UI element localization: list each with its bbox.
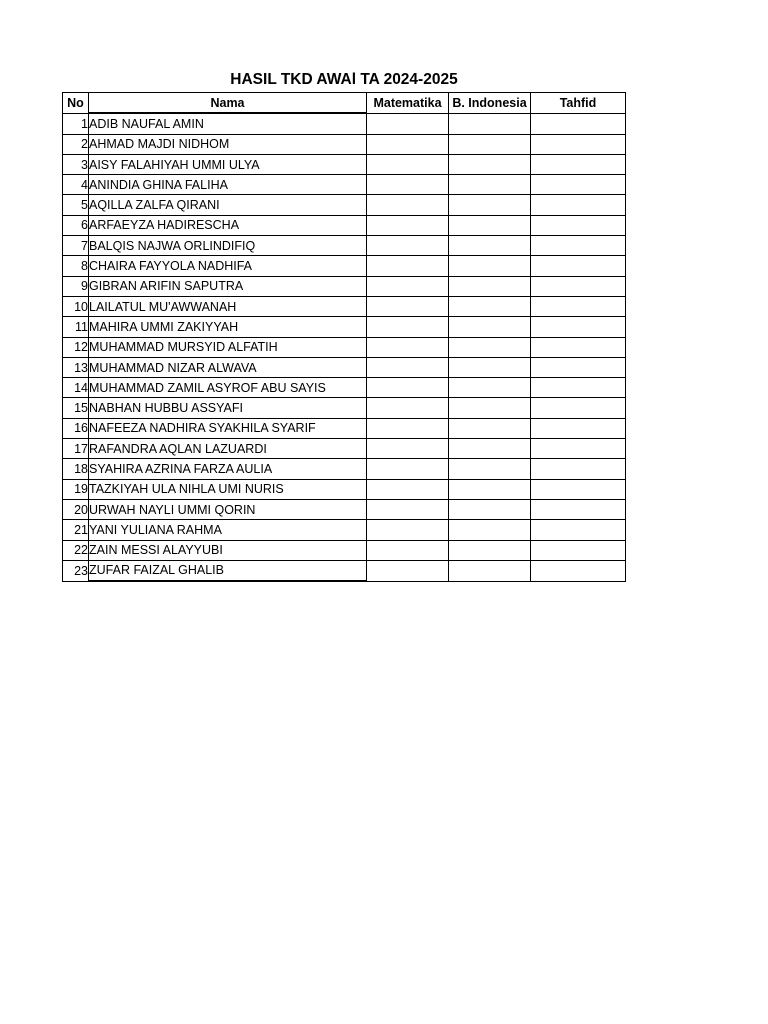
matematika-score-cell[interactable] xyxy=(367,560,449,581)
matematika-score-cell[interactable] xyxy=(367,236,449,256)
student-name-cell[interactable]: AHMAD MAJDI NIDHOM xyxy=(89,134,367,154)
header-tahfid[interactable]: Tahfid xyxy=(531,93,626,114)
matematika-score-cell[interactable] xyxy=(367,195,449,215)
student-name-cell[interactable]: BALQIS NAJWA ORLINDIFIQ xyxy=(89,236,367,256)
table-row xyxy=(63,459,626,479)
header-matematika[interactable]: Matematika xyxy=(367,93,449,114)
matematika-score-cell[interactable] xyxy=(367,337,449,357)
tahfid-score-cell[interactable] xyxy=(531,459,626,479)
table-body xyxy=(63,113,626,581)
table-row xyxy=(63,357,626,377)
table-row xyxy=(63,215,626,235)
table-row xyxy=(63,113,626,134)
matematika-score-cell[interactable] xyxy=(367,113,449,134)
b-indonesia-score-cell[interactable] xyxy=(449,236,531,256)
matematika-score-cell[interactable] xyxy=(367,378,449,398)
row-number-cell[interactable]: 13 xyxy=(63,357,89,377)
matematika-score-cell[interactable] xyxy=(367,459,449,479)
tahfid-score-cell[interactable] xyxy=(531,560,626,581)
matematika-score-cell[interactable] xyxy=(367,479,449,499)
row-number-cell[interactable]: 10 xyxy=(63,296,89,316)
tahfid-score-cell[interactable] xyxy=(531,154,626,174)
table-row xyxy=(63,378,626,398)
b-indonesia-score-cell[interactable] xyxy=(449,378,531,398)
matematika-score-cell[interactable] xyxy=(367,134,449,154)
b-indonesia-score-cell[interactable] xyxy=(449,215,531,235)
b-indonesia-score-cell[interactable] xyxy=(449,357,531,377)
matematika-score-cell[interactable] xyxy=(367,439,449,459)
row-number-cell[interactable]: 17 xyxy=(63,439,89,459)
b-indonesia-score-cell[interactable] xyxy=(449,296,531,316)
header-b-indonesia[interactable]: B. Indonesia xyxy=(449,93,531,114)
b-indonesia-score-cell[interactable] xyxy=(449,439,531,459)
table-row xyxy=(63,337,626,357)
student-name-cell[interactable]: URWAH NAYLI UMMI QORIN xyxy=(89,499,367,519)
student-name-cell[interactable]: AQILLA ZALFA QIRANI xyxy=(89,195,367,215)
tahfid-score-cell[interactable] xyxy=(531,317,626,337)
tahfid-score-cell[interactable] xyxy=(531,479,626,499)
row-number-cell[interactable]: 14 xyxy=(63,378,89,398)
row-number-cell[interactable]: 16 xyxy=(63,418,89,438)
student-name-cell[interactable]: LAILATUL MU'AWWANAH xyxy=(89,296,367,316)
b-indonesia-score-cell[interactable] xyxy=(449,520,531,540)
row-number-cell[interactable]: 11 xyxy=(63,317,89,337)
row-number-cell[interactable]: 22 xyxy=(63,540,89,560)
b-indonesia-score-cell[interactable] xyxy=(449,560,531,581)
row-number-cell[interactable]: 20 xyxy=(63,499,89,519)
matematika-score-cell[interactable] xyxy=(367,296,449,316)
table-row xyxy=(63,236,626,256)
table-row xyxy=(63,398,626,418)
matematika-score-cell[interactable] xyxy=(367,357,449,377)
row-number-cell[interactable]: 4 xyxy=(63,175,89,195)
row-number-cell[interactable]: 6 xyxy=(63,215,89,235)
tahfid-score-cell[interactable] xyxy=(531,296,626,316)
student-name-cell[interactable]: MUHAMMAD ZAMIL ASYROF ABU SAYIS xyxy=(89,378,367,398)
tahfid-score-cell[interactable] xyxy=(531,256,626,276)
matematika-score-cell[interactable] xyxy=(367,520,449,540)
student-name-cell[interactable]: YANI YULIANA RAHMA xyxy=(89,520,367,540)
tahfid-score-cell[interactable] xyxy=(531,378,626,398)
tahfid-score-cell[interactable] xyxy=(531,113,626,134)
row-number-cell[interactable]: 18 xyxy=(63,459,89,479)
student-name-cell[interactable]: CHAIRA FAYYOLA NADHIFA xyxy=(89,256,367,276)
student-name-cell[interactable]: MUHAMMAD NIZAR ALWAVA xyxy=(89,357,367,377)
b-indonesia-score-cell[interactable] xyxy=(449,276,531,296)
row-number-cell[interactable]: 1 xyxy=(63,113,89,134)
row-number-cell[interactable]: 2 xyxy=(63,134,89,154)
student-name-cell[interactable]: RAFANDRA AQLAN LAZUARDI xyxy=(89,439,367,459)
table-row xyxy=(63,499,626,519)
row-number-cell[interactable]: 12 xyxy=(63,337,89,357)
tahfid-score-cell[interactable] xyxy=(531,439,626,459)
student-name-cell[interactable]: NABHAN HUBBU ASSYAFI xyxy=(89,398,367,418)
row-number-cell[interactable]: 15 xyxy=(63,398,89,418)
matematika-score-cell[interactable] xyxy=(367,540,449,560)
b-indonesia-score-cell[interactable] xyxy=(449,540,531,560)
b-indonesia-score-cell[interactable] xyxy=(449,154,531,174)
tahfid-score-cell[interactable] xyxy=(531,236,626,256)
student-name-cell[interactable]: SYAHIRA AZRINA FARZA AULIA xyxy=(89,459,367,479)
student-name-cell[interactable]: ZUFAR FAIZAL GHALIB xyxy=(89,560,367,581)
student-name-cell[interactable]: ARFAEYZA HADIRESCHA xyxy=(89,215,367,235)
tahfid-score-cell[interactable] xyxy=(531,175,626,195)
b-indonesia-score-cell[interactable] xyxy=(449,499,531,519)
tahfid-score-cell[interactable] xyxy=(531,499,626,519)
header-no[interactable]: No xyxy=(63,93,89,114)
table-row xyxy=(63,439,626,459)
b-indonesia-score-cell[interactable] xyxy=(449,195,531,215)
student-name-cell[interactable]: MAHIRA UMMI ZAKIYYAH xyxy=(89,317,367,337)
matematika-score-cell[interactable] xyxy=(367,154,449,174)
table-row xyxy=(63,560,626,581)
tahfid-score-cell[interactable] xyxy=(531,398,626,418)
b-indonesia-score-cell[interactable] xyxy=(449,317,531,337)
score-table xyxy=(62,92,626,582)
student-name-cell[interactable]: AISY FALAHIYAH UMMI ULYA xyxy=(89,154,367,174)
matematika-score-cell[interactable] xyxy=(367,418,449,438)
matematika-score-cell[interactable] xyxy=(367,398,449,418)
b-indonesia-score-cell[interactable] xyxy=(449,418,531,438)
b-indonesia-score-cell[interactable] xyxy=(449,479,531,499)
tahfid-score-cell[interactable] xyxy=(531,540,626,560)
b-indonesia-score-cell[interactable] xyxy=(449,175,531,195)
matematika-score-cell[interactable] xyxy=(367,256,449,276)
table-row xyxy=(63,195,626,215)
table-row xyxy=(63,256,626,276)
student-name-cell[interactable]: TAZKIYAH ULA NIHLA UMI NURIS xyxy=(89,479,367,499)
tahfid-score-cell[interactable] xyxy=(531,357,626,377)
table-row xyxy=(63,540,626,560)
student-name-cell[interactable]: ANINDIA GHINA FALIHA xyxy=(89,175,367,195)
row-number-cell[interactable]: 21 xyxy=(63,520,89,540)
table-row xyxy=(63,175,626,195)
row-number-cell[interactable]: 9 xyxy=(63,276,89,296)
tahfid-score-cell[interactable] xyxy=(531,276,626,296)
b-indonesia-score-cell[interactable] xyxy=(449,256,531,276)
matematika-score-cell[interactable] xyxy=(367,499,449,519)
row-number-cell[interactable]: 7 xyxy=(63,236,89,256)
student-name-cell[interactable]: MUHAMMAD MURSYID ALFATIH xyxy=(89,337,367,357)
b-indonesia-score-cell[interactable] xyxy=(449,113,531,134)
table-row xyxy=(63,418,626,438)
table-row xyxy=(63,296,626,316)
table-row xyxy=(63,154,626,174)
table-row xyxy=(63,134,626,154)
student-name-cell[interactable]: ADIB NAUFAL AMIN xyxy=(89,113,367,134)
b-indonesia-score-cell[interactable] xyxy=(449,337,531,357)
tahfid-score-cell[interactable] xyxy=(531,215,626,235)
matematika-score-cell[interactable] xyxy=(367,276,449,296)
tahfid-score-cell[interactable] xyxy=(531,418,626,438)
header-nama[interactable]: Nama xyxy=(89,93,367,114)
table-row xyxy=(63,520,626,540)
row-number-cell[interactable]: 3 xyxy=(63,154,89,174)
row-number-cell[interactable]: 8 xyxy=(63,256,89,276)
student-name-cell[interactable]: NAFEEZA NADHIRA SYAKHILA SYARIF xyxy=(89,418,367,438)
page-title: HASIL TKD AWAl TA 2024-2025 xyxy=(230,71,458,88)
header-row xyxy=(63,93,626,114)
matematika-score-cell[interactable] xyxy=(367,317,449,337)
row-number-cell[interactable]: 23 xyxy=(63,560,89,581)
tahfid-score-cell[interactable] xyxy=(531,134,626,154)
student-name-cell[interactable]: GIBRAN ARIFIN SAPUTRA xyxy=(89,276,367,296)
row-number-cell[interactable]: 5 xyxy=(63,195,89,215)
table-row xyxy=(63,317,626,337)
matematika-score-cell[interactable] xyxy=(367,175,449,195)
student-name-cell[interactable]: ZAIN MESSI ALAYYUBI xyxy=(89,540,367,560)
b-indonesia-score-cell[interactable] xyxy=(449,459,531,479)
table-row xyxy=(63,479,626,499)
row-number-cell[interactable]: 19 xyxy=(63,479,89,499)
tahfid-score-cell[interactable] xyxy=(531,195,626,215)
tahfid-score-cell[interactable] xyxy=(531,520,626,540)
matematika-score-cell[interactable] xyxy=(367,215,449,235)
table-row xyxy=(63,276,626,296)
b-indonesia-score-cell[interactable] xyxy=(449,134,531,154)
b-indonesia-score-cell[interactable] xyxy=(449,398,531,418)
tahfid-score-cell[interactable] xyxy=(531,337,626,357)
